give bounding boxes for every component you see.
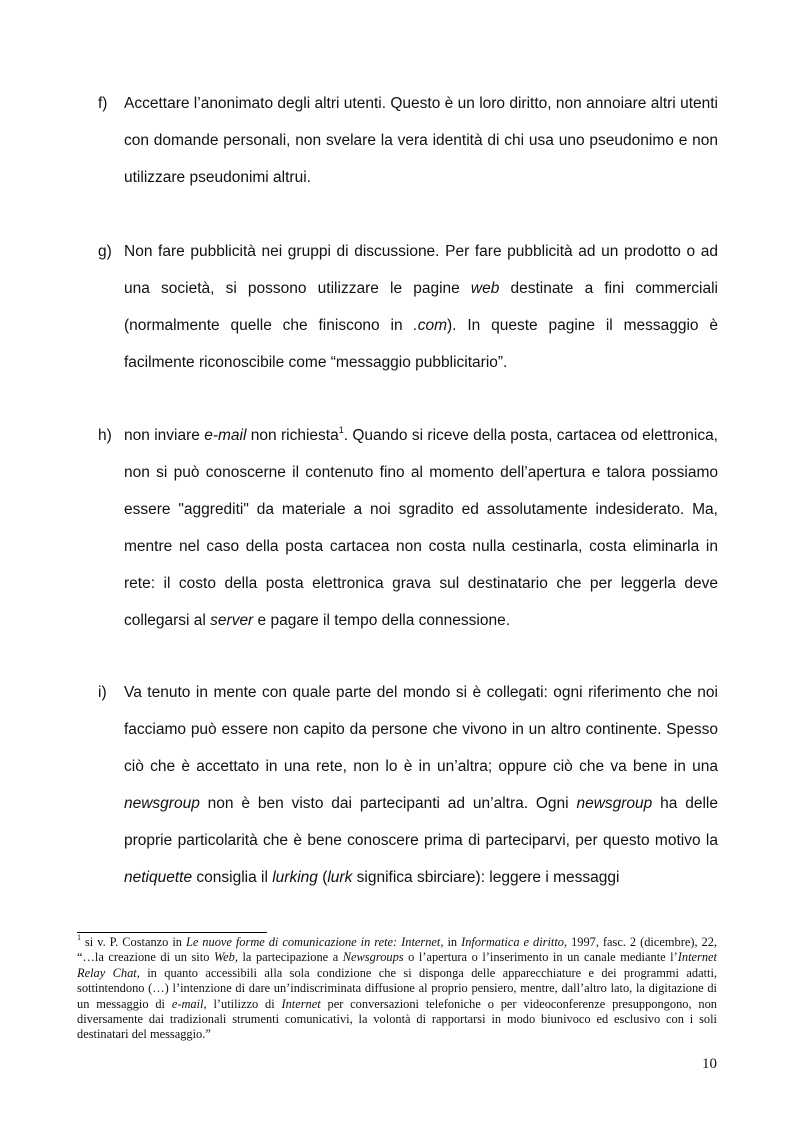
text-run: . Quando si riceve della posta, cartacea od elettronica, non si può conoscerne il contenuto fino al momento dell’apertura e talora possiamo essere "aggrediti" da materiale a noi sgradito ed assolutamente indesiderato. Ma, mentre nel caso della posta cartacea non costa nulla cestinarla, costa eliminarla in rete: il costo della posta elettronica grava sul destinatario che per leggerla deve collegarsi al <box>124 427 718 629</box>
text-run: la partecipazione a <box>237 950 343 965</box>
text-run: l’utilizzo di <box>206 996 282 1011</box>
text-run: , in <box>440 935 462 949</box>
text-run: ). In queste pagine il messaggio è facilmente riconoscibile come “messaggio pubblicitario”. <box>124 317 719 371</box>
text-run: si v. P. Costanzo in <box>81 935 186 949</box>
text-run: significa sbirciare): leggere i messaggi <box>352 869 620 886</box>
text-run: non è ben visto dai partecipanti ad un’altra. Ogni <box>199 795 577 812</box>
italic-term: Informatica e diritto <box>461 935 564 949</box>
italic-term: e-mail, <box>171 996 207 1011</box>
italic-term: web <box>470 280 500 297</box>
italic-term: .com <box>413 317 448 334</box>
text-run: ( <box>317 869 328 886</box>
footnote-separator <box>77 932 267 933</box>
italic-term: Le nuove forme di comunicazione in rete: Internet <box>185 935 441 949</box>
italic-term: lurking <box>272 869 318 886</box>
text-run: destinate a fini commerciali (normalmente quelle che finiscono in <box>124 280 718 334</box>
text-run: in quanto accessibili alla sola condizione che si disponga delle apparecchiature e dei programmi adatti, sottintendono (…) l’intenzione di dare un’indiscriminata diffusione al proprio pensiero, mentre, dall’altro lato, la digitazione di un messaggio di <box>77 965 717 1011</box>
list-item-text <box>124 233 718 381</box>
list-item-g <box>88 233 718 381</box>
list-item-f <box>88 85 718 196</box>
italic-term: e-mail <box>204 427 247 444</box>
text-run: o l’apertura o l’inserimento in un canale mediante l’ <box>403 950 678 965</box>
page-number: 10 <box>702 1056 717 1072</box>
italic-term: Internet Relay Chat, <box>77 950 717 980</box>
italic-term: newsgroup <box>576 795 653 812</box>
text-run: Non fare pubblicità nei gruppi di discussione. Per fare pubblicità ad un prodotto o ad una società, si possono utilizzare le pagine <box>124 243 718 297</box>
footnote <box>77 932 718 1043</box>
text-run: consiglia il <box>192 869 273 886</box>
italic-term: newsgroup <box>124 795 200 812</box>
list-item-text <box>124 417 718 639</box>
italic-term: Internet <box>281 996 321 1011</box>
list-label: g) <box>98 243 112 260</box>
text-run: ha delle proprie particolarità che è bene conoscere prima di parteciparvi, per questo motivo la <box>124 795 718 849</box>
footnote-marker: 1 <box>77 932 81 942</box>
text-run: non richiesta <box>246 427 339 444</box>
list-item-i <box>88 674 718 896</box>
italic-term: lurk <box>327 869 353 886</box>
list-label: h) <box>98 427 112 444</box>
text-run: Va tenuto in mente con quale parte del mondo si è collegati: ogni riferimento che noi facciamo può essere non capito da persone che vivono in un altro continente. Spesso ciò che è accettato in una rete, non lo è in un’altra; oppure ciò che va bene in una <box>124 684 718 775</box>
footnote-reference[interactable]: 1 <box>338 424 344 435</box>
list-item-h <box>88 417 718 639</box>
text-run: , 1997, fasc. 2 (dicembre), 22, “…la creazione di un sito <box>77 935 718 965</box>
italic-term: Web, <box>213 950 238 965</box>
list-label: f) <box>98 95 108 112</box>
italic-term: Newsgroups <box>342 950 404 965</box>
text-run: e pagare il tempo della connessione. <box>253 612 511 629</box>
text-run: non inviare <box>124 427 205 444</box>
list-label: i) <box>98 684 107 701</box>
list-item-text <box>124 674 718 896</box>
italic-term: server <box>210 612 254 629</box>
italic-term: netiquette <box>124 869 193 886</box>
list-item-text: Accettare l’anonimato degli altri utenti. Questo è un loro diritto, non annoiare altri utenti con domande personali, non svelare la vera identità di chi usa uno pseudonimo e non utilizzare pseudonimi altrui. <box>124 95 718 186</box>
text-run: per conversazioni telefoniche o per videoconferenze presuppongono, non diversamente dai tradizionali strumenti comunicativi, la volontà di rapportarsi in modo biunivoco ed esclusivo con i soli destinatari del messaggio.” <box>77 996 717 1042</box>
